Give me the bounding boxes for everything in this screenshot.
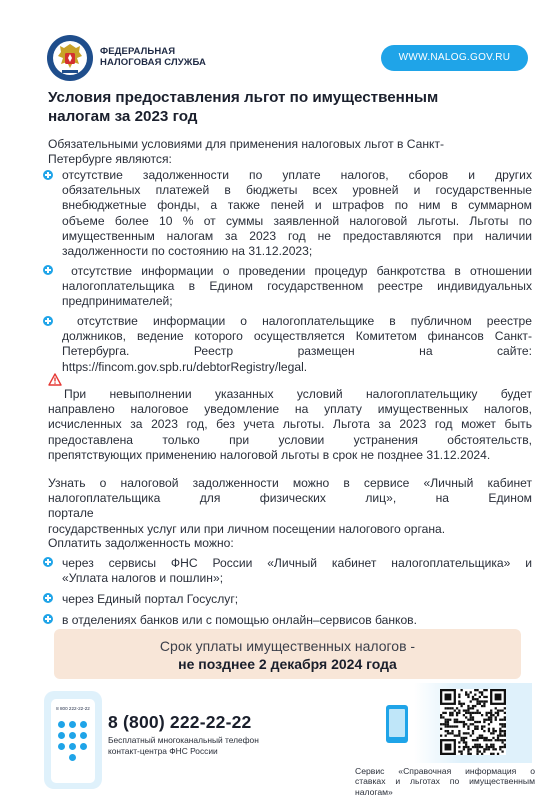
- condition-1-line: обязательных платежей в бюджеты всех уровней и государственные: [62, 183, 532, 198]
- plus-bullet-icon: [43, 614, 53, 624]
- qr-caption-line: Сервис «Справочная информация о: [355, 766, 535, 776]
- deadline-line1: Срок уплаты имущественных налогов -: [159, 638, 416, 654]
- plus-bullet-icon: [43, 593, 53, 603]
- header: [0, 0, 560, 90]
- warning-triangle-icon: [48, 373, 62, 386]
- condition-2-line: отсутствие информации о проведении процедур банкротства в отношении: [62, 264, 532, 278]
- phone-screen: [51, 699, 95, 783]
- smartphone-screen: [389, 709, 405, 737]
- plus-bullet-icon: [43, 265, 53, 275]
- deadline-banner: [54, 629, 521, 679]
- plus-bullet-icon: [43, 170, 53, 180]
- keypad-key: [80, 732, 87, 739]
- title-line2: налогам за 2023 год: [48, 108, 198, 125]
- condition-3: [62, 314, 532, 375]
- keypad-key: [58, 732, 65, 739]
- condition-3-line: должников, ведение которого осуществляется Комитетом финансов Санкт-: [62, 329, 532, 344]
- keypad-key: [58, 721, 65, 728]
- deadline-line2: не позднее 2 декабря 2024 года: [178, 656, 397, 672]
- qr-caption: [355, 766, 535, 797]
- condition-1-line: имущественным налогам за 2023 год не предоставляются при наличии: [62, 228, 532, 243]
- qr-caption-line: налогам»: [355, 786, 393, 797]
- smartphone-icon: [386, 705, 408, 743]
- condition-3-line: отсутствие информации о налогоплательщике в публичном реестре: [62, 314, 532, 328]
- hotline-description: [108, 735, 259, 756]
- keypad-key: [69, 721, 76, 728]
- org-name-line1: ФЕДЕРАЛЬНАЯ: [100, 46, 176, 57]
- condition-3-line: Петербурга. Реестр размещен на сайте:: [62, 344, 532, 359]
- qr-section: [382, 683, 532, 763]
- intro-line2: Петербурге являются:: [48, 152, 172, 167]
- condition-2: [62, 264, 532, 310]
- qr-caption-line: ставках и льготах по имущественным: [355, 776, 535, 787]
- hotline-number[interactable]: 8 (800) 222-22-22: [108, 712, 252, 732]
- org-name-line2: НАЛОГОВАЯ СЛУЖБА: [100, 57, 206, 68]
- hotline-desc-line2: контакт-центра ФНС России: [108, 745, 218, 756]
- payment-heading: Оплатить задолженность можно:: [48, 536, 234, 550]
- condition-2-line: налогоплательщика в Едином государственном реестре индивидуальных: [62, 279, 532, 294]
- payment-item-2: через Единый портал Госуслуг;: [62, 592, 239, 606]
- keypad-key: [69, 754, 76, 761]
- keypad-key: [80, 721, 87, 728]
- warning-line: При невыполнении указанных условий налогоплательщику будет: [64, 387, 532, 401]
- site-link[interactable]: WWW.NALOG.GOV.RU: [381, 45, 528, 71]
- keypad-key: [69, 743, 76, 750]
- payment-item-line: через сервисы ФНС России «Личный кабинет налогоплательщика» и: [62, 556, 532, 570]
- debt-info-line: Узнать о налоговой задолженности можно в сервисе «Личный кабинет: [48, 476, 532, 490]
- fns-emblem-icon: [46, 34, 94, 82]
- condition-1-line: задолженности по состоянию на 31.12.2023;: [62, 244, 313, 259]
- keypad-key: [58, 743, 65, 750]
- warning-line: препятствующих применению налоговой льготы в срок не позднее 31.12.2024.: [48, 447, 491, 462]
- condition-2-line: предпринимателей;: [62, 294, 173, 309]
- warning-text: [48, 387, 532, 463]
- debt-info-line: государственных услуг или при личном посещении налогового органа.: [48, 521, 446, 536]
- debt-info-line: налогоплательщика для физических лиц», на Едином портале: [48, 491, 532, 521]
- page-title: [48, 88, 508, 126]
- intro-text: [48, 137, 532, 167]
- payment-item-3: в отделениях банков или с помощью онлайн–сервисов банков.: [62, 613, 417, 627]
- registry-link[interactable]: https://fincom.gov.spb.ru/debtorRegistry/legal.: [62, 359, 308, 374]
- condition-1: [62, 168, 532, 259]
- title-line1: Условия предоставления льгот по имущественным: [48, 89, 439, 106]
- payment-item-1: [62, 556, 532, 586]
- warning-line: направлено налоговое уведомление на уплату имущественных налогов,: [48, 402, 532, 417]
- plus-bullet-icon: [43, 557, 53, 567]
- warning-line: предоставлена только при условии устранения обстоятельств,: [48, 432, 532, 447]
- hotline-desc-line1: Бесплатный многоканальный телефон: [108, 735, 259, 745]
- condition-1-line: объеме более 10 % от суммы заявленной налоговой льготы. Льготы по: [62, 213, 532, 228]
- phone-number-small: 8 800 222-22-22: [56, 706, 90, 711]
- condition-1-line: отсутствие задолженности по уплате налогов, сборов и других: [62, 168, 532, 182]
- phone-keypad-icon: [44, 691, 102, 789]
- plus-bullet-icon: [43, 316, 53, 326]
- debt-info-text: [48, 476, 532, 537]
- condition-1-line: внебюджетные фонды, а также пеней и штрафов по ним в суммарном: [62, 198, 532, 213]
- intro-line1: Обязательными условиями для применения налоговых льгот в Санкт-: [48, 137, 445, 151]
- warning-line: исчисленных за 2023 год, без учета льготы. Льгота за 2023 год может быть: [48, 417, 532, 432]
- keypad-key: [69, 732, 76, 739]
- keypad-key: [80, 743, 87, 750]
- org-name: [100, 46, 206, 68]
- payment-item-line: «Уплата налогов и пошлин»;: [62, 571, 224, 586]
- qr-code-icon[interactable]: [440, 689, 506, 755]
